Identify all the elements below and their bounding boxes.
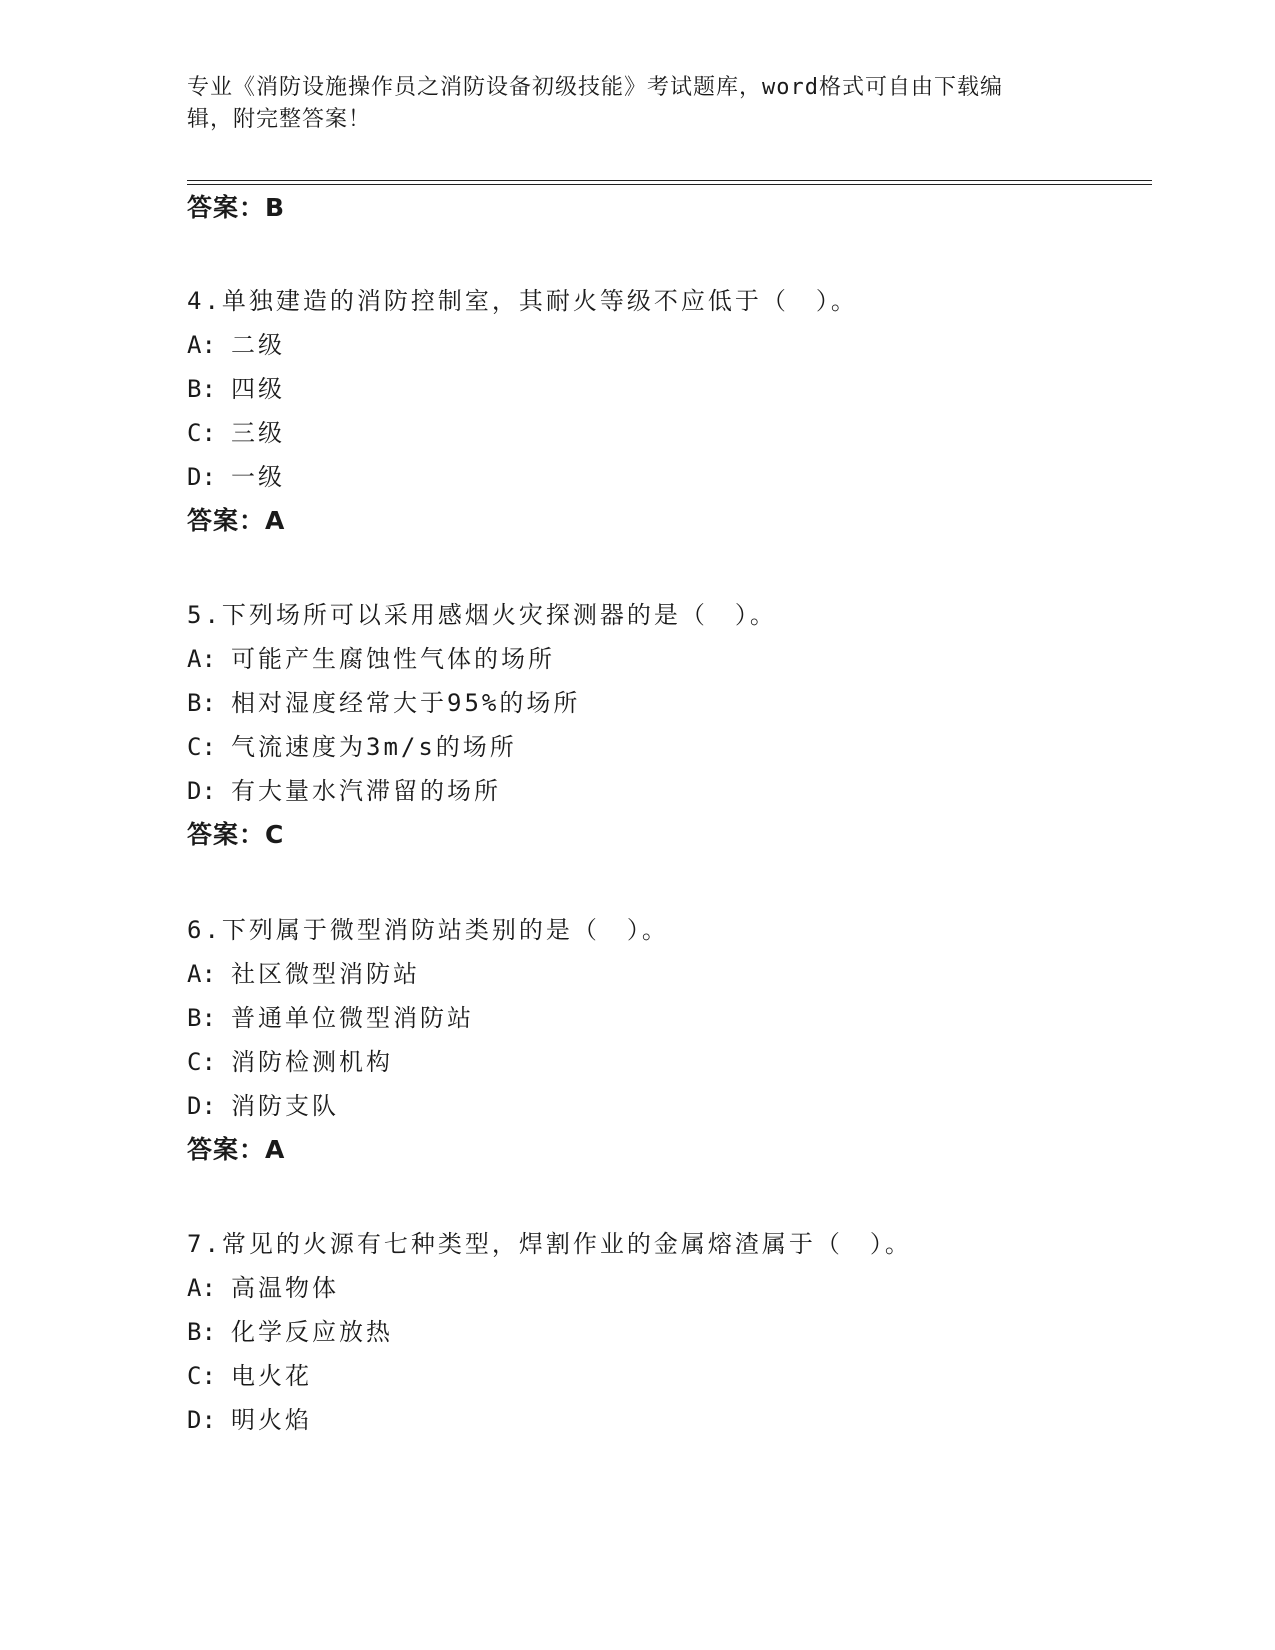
- question-5-option-d: [187, 776, 501, 806]
- option-text: 消防支队: [231, 1092, 339, 1120]
- option-text: 消防检测机构: [231, 1048, 393, 1076]
- option-letter: A:: [187, 645, 216, 673]
- option-letter: B:: [187, 1004, 216, 1032]
- document-header: [187, 72, 1067, 136]
- header-divider-bottom: [187, 184, 1152, 185]
- header-line-1: 专业《消防设施操作员之消防设备初级技能》考试题库，word格式可自由下载编: [187, 75, 1003, 100]
- question-6-option-d: [187, 1091, 339, 1121]
- option-letter: C:: [187, 1362, 216, 1390]
- option-text: 普通单位微型消防站: [231, 1004, 474, 1032]
- question-4-option-c: [187, 418, 285, 448]
- question-6-option-c: [187, 1047, 393, 1077]
- question-7-option-a: [187, 1273, 339, 1303]
- option-letter: D:: [187, 777, 216, 805]
- option-letter: B:: [187, 689, 216, 717]
- question-7-option-d: [187, 1405, 312, 1435]
- option-letter: C:: [187, 1048, 216, 1076]
- option-text: 三级: [231, 419, 285, 447]
- question-7-option-b: [187, 1317, 393, 1347]
- question-7-stem: 7.常见的火源有七种类型，焊割作业的金属熔渣属于（ ）。: [187, 1230, 912, 1258]
- question-5-option-c: [187, 732, 517, 762]
- option-text: 有大量水汽滞留的场所: [231, 777, 501, 805]
- option-letter: A:: [187, 960, 216, 988]
- question-4-option-d: [187, 462, 285, 492]
- question-4-option-b: [187, 374, 285, 404]
- question-6-option-b: [187, 1003, 474, 1033]
- question-6-answer: 答案：A: [187, 1135, 286, 1164]
- option-text: 社区微型消防站: [231, 960, 420, 988]
- header-divider-top: [187, 180, 1152, 181]
- option-text: 二级: [231, 331, 285, 359]
- answer-prev: 答案：B: [187, 193, 286, 222]
- option-text: 明火焰: [231, 1406, 312, 1434]
- option-text: 高温物体: [231, 1274, 339, 1302]
- question-4-stem: 4.单独建造的消防控制室，其耐火等级不应低于（ ）。: [187, 287, 858, 315]
- question-5-option-a: [187, 644, 555, 674]
- question-5-stem: 5.下列场所可以采用感烟火灾探测器的是（ ）。: [187, 601, 777, 629]
- option-letter: C:: [187, 733, 216, 761]
- question-6-option-a: [187, 959, 420, 989]
- option-letter: D:: [187, 1092, 216, 1120]
- option-text: 化学反应放热: [231, 1318, 393, 1346]
- option-text: 气流速度为3m/s的场所: [231, 733, 517, 761]
- question-7-option-c: [187, 1361, 312, 1391]
- option-letter: A:: [187, 331, 216, 359]
- question-5-answer: 答案：C: [187, 820, 285, 849]
- option-text: 四级: [231, 375, 285, 403]
- option-text: 相对湿度经常大于95%的场所: [231, 689, 581, 717]
- option-letter: B:: [187, 375, 216, 403]
- option-letter: A:: [187, 1274, 216, 1302]
- option-text: 一级: [231, 463, 285, 491]
- header-line-2: 辑，附完整答案！: [187, 107, 372, 132]
- option-text: 电火花: [231, 1362, 312, 1390]
- question-4-answer: 答案：A: [187, 506, 286, 535]
- option-letter: B:: [187, 1318, 216, 1346]
- question-6-stem: 6.下列属于微型消防站类别的是（ ）。: [187, 916, 669, 944]
- question-4-option-a: [187, 330, 285, 360]
- option-letter: C:: [187, 419, 216, 447]
- option-letter: D:: [187, 463, 216, 491]
- option-text: 可能产生腐蚀性气体的场所: [231, 645, 555, 673]
- question-5-option-b: [187, 688, 580, 718]
- option-letter: D:: [187, 1406, 216, 1434]
